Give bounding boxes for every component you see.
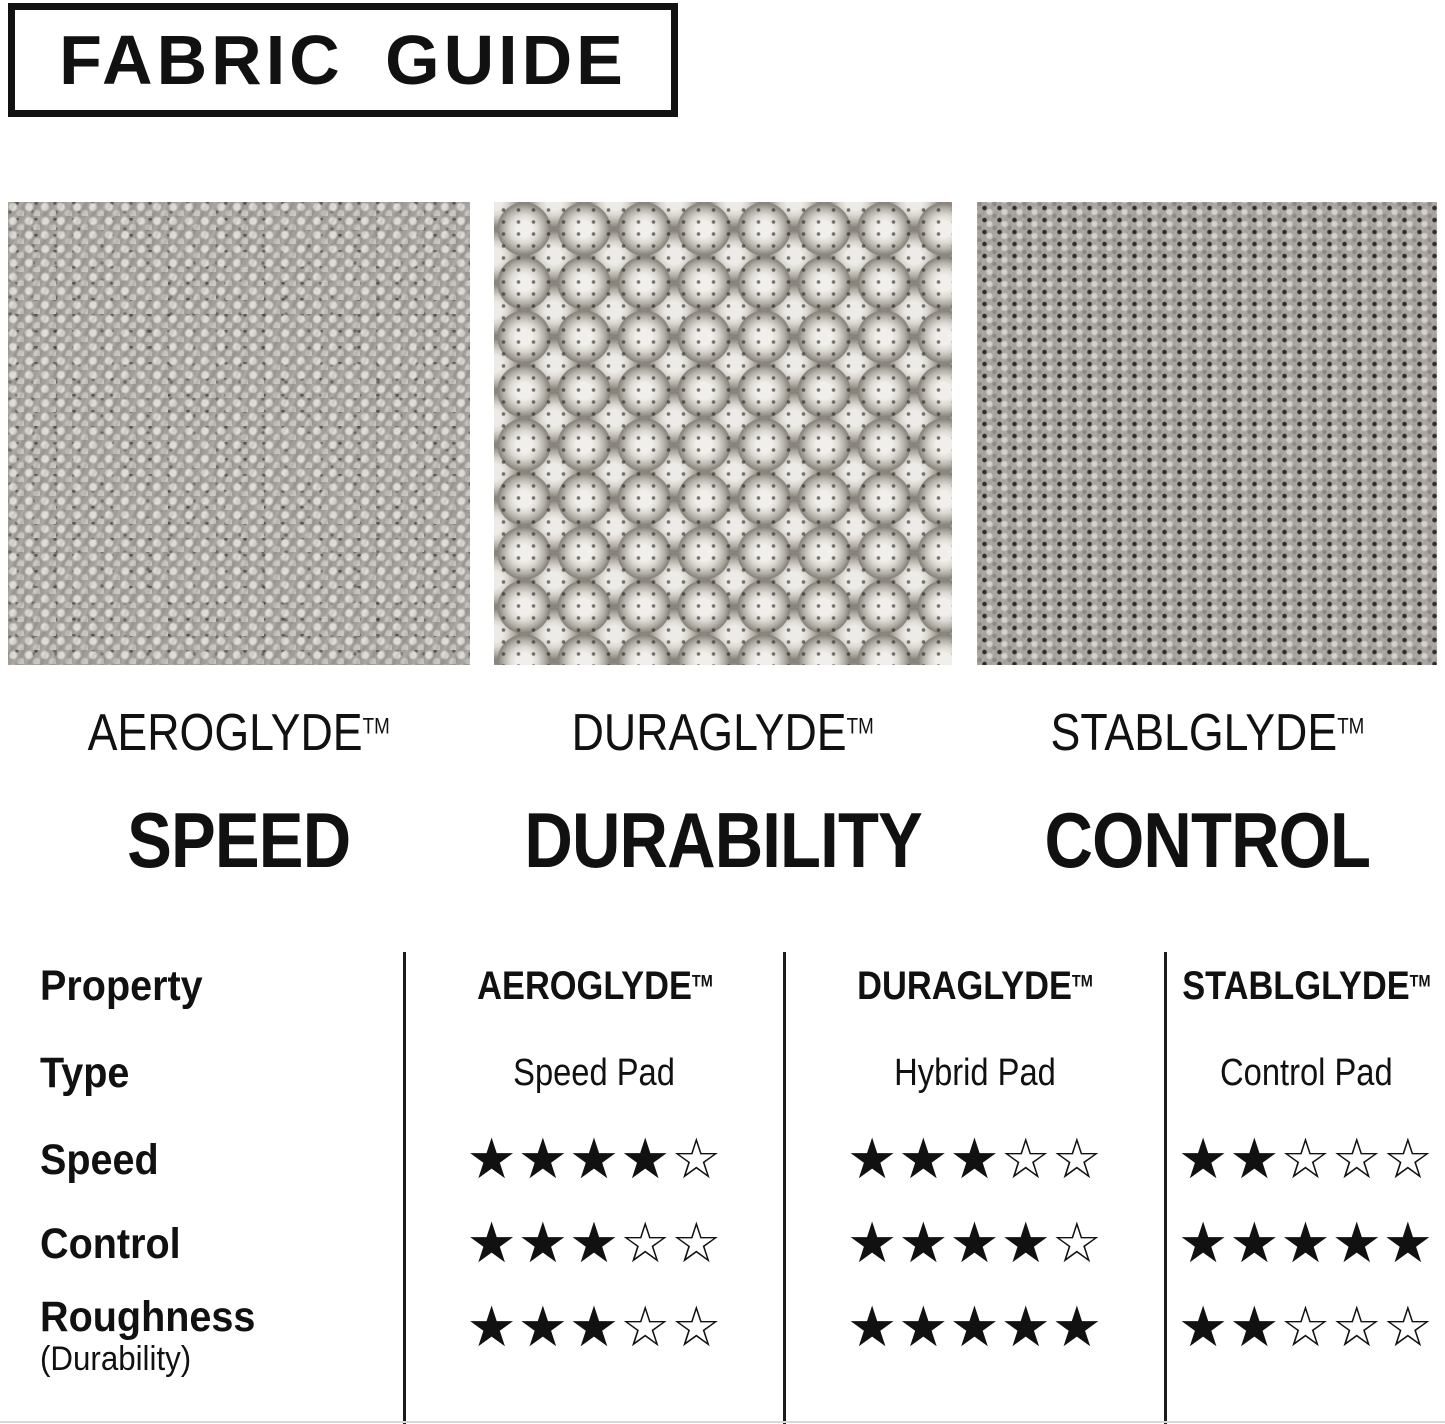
roughness-row-label: Roughness (Durability) — [40, 1293, 256, 1379]
fabric-attribute-speed: SPEED — [127, 795, 351, 884]
star-rating: ★★☆☆☆ — [1177, 1127, 1434, 1192]
fabric-name-aeroglyde — [8, 702, 470, 764]
star-rating: ★★★★☆ — [466, 1127, 723, 1192]
control-rating-stablglyde — [1167, 1206, 1445, 1282]
roughness-rating-stablglyde — [1167, 1290, 1445, 1366]
star-rating: ★★★☆☆ — [466, 1295, 723, 1360]
type-cell-duraglyde: Hybrid Pad — [894, 1051, 1056, 1094]
star-rating: ★★★★★ — [846, 1295, 1103, 1360]
column-header-duraglyde: DURAGLYDE™ — [857, 963, 1093, 1008]
star-rating: ★★★★☆ — [846, 1211, 1103, 1276]
fabric-swatch-duraglyde — [494, 202, 952, 665]
fabric-name-label: DURAGLYDE — [571, 704, 847, 762]
page-title: FABRIC GUIDE — [59, 21, 627, 99]
speed-rating-aeroglyde — [406, 1122, 783, 1198]
trademark-symbol: TM — [1071, 970, 1093, 990]
type-cell-aeroglyde: Speed Pad — [513, 1051, 676, 1094]
fabric-name-duraglyde — [494, 702, 952, 764]
control-row-label: Control — [40, 1219, 181, 1268]
roughness-sublabel: (Durability) — [40, 1340, 192, 1379]
speed-rating-stablglyde — [1167, 1122, 1445, 1198]
roughness-rating-duraglyde — [786, 1290, 1164, 1366]
control-rating-duraglyde — [786, 1206, 1164, 1282]
title-box — [8, 3, 678, 117]
column-header-stablglyde: STABLGLYDE™ — [1181, 963, 1431, 1008]
table-bottom-line — [0, 1421, 1445, 1423]
control-rating-aeroglyde — [406, 1206, 783, 1282]
speed-rating-duraglyde — [786, 1122, 1164, 1198]
fabric-swatch-aeroglyde — [8, 202, 470, 665]
type-cell-stablglyde: Control Pad — [1219, 1051, 1393, 1094]
trademark-symbol: TM — [1409, 970, 1431, 990]
type-row-label: Type — [40, 1048, 130, 1097]
fabric-name-stablglyde — [977, 702, 1437, 764]
speed-row-label: Speed — [40, 1135, 159, 1184]
fabric-name-label: STABLGLYDE — [1050, 704, 1337, 762]
fabric-swatch-stablglyde — [977, 202, 1437, 665]
fabric-attribute-control: CONTROL — [1044, 795, 1370, 884]
fabric-name-label: AEROGLYDE — [87, 704, 363, 762]
trademark-symbol: TM — [362, 713, 391, 739]
trademark-symbol: TM — [691, 970, 713, 990]
column-header-aeroglyde: AEROGLYDE™ — [476, 963, 713, 1008]
star-rating: ★★★☆☆ — [466, 1211, 723, 1276]
star-rating: ★★☆☆☆ — [1177, 1295, 1434, 1360]
star-rating: ★★★☆☆ — [846, 1127, 1103, 1192]
star-rating: ★★★★★ — [1177, 1211, 1434, 1276]
roughness-rating-aeroglyde — [406, 1290, 783, 1366]
trademark-symbol: TM — [846, 713, 875, 739]
fabric-attribute-durability: DURABILITY — [524, 795, 922, 884]
trademark-symbol: TM — [1336, 713, 1364, 739]
property-row-label: Property — [40, 961, 203, 1010]
